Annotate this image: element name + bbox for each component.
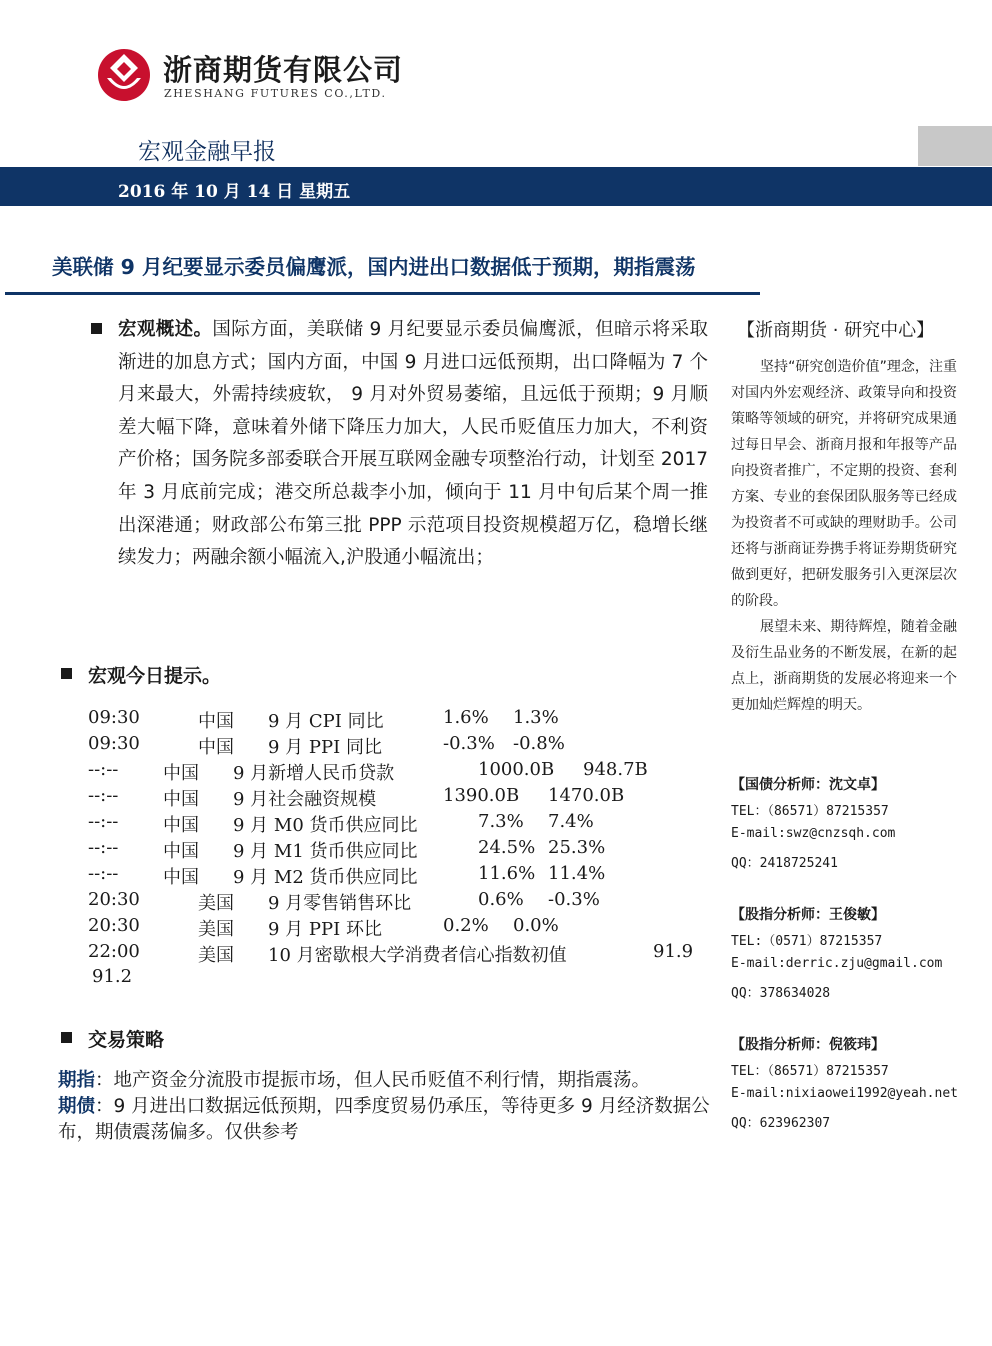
calendar-item: 9 月 M1 货币供应同比 [233, 841, 418, 862]
calendar-value-2: 948.7B [583, 759, 648, 780]
company-name-cn: 浙商期货有限公司 [163, 53, 404, 87]
strategy-label: 期债 [58, 1096, 96, 1117]
calendar-value-1: 7.3% [478, 811, 524, 832]
calendar-value-2: 1.3% [513, 707, 559, 728]
analyst-qq: QQ：623962307 [731, 1116, 831, 1131]
calendar-item: 10 月密歇根大学消费者信心指数初值 [268, 945, 567, 966]
company-logo-icon [97, 48, 151, 102]
bullet-square-icon [91, 323, 102, 334]
bullet-square-icon [61, 1032, 72, 1043]
sidebar-title: 【浙商期货 · 研究中心】 [737, 320, 935, 341]
calendar-region: 美国 [198, 893, 234, 914]
calendar-time: 09:30 [88, 707, 140, 728]
sidebar-intro-paragraph: 展望未来、期待辉煌，随着金融及衍生品业务的不断发展，在新的起点上，浙商期货的发展必将迎来一个更加灿烂辉煌的明天。 [731, 619, 957, 713]
sidebar-intro [731, 354, 957, 718]
headline: 美联储 9 月纪要显示委员偏鹰派，国内进出口数据低于预期，期指震荡 [52, 255, 696, 279]
analyst-email[interactable]: E-mail:nixiaowei1992@yeah.net [731, 1086, 958, 1101]
calendar-region: 美国 [198, 945, 234, 966]
calendar-time: 20:30 [88, 889, 140, 910]
calendar-item: 9 月 PPI 环比 [268, 919, 382, 940]
header-grey-tab [918, 126, 992, 166]
company-name-en: ZHESHANG FUTURES CO.,LTD. [164, 87, 387, 100]
calendar-region: 美国 [198, 919, 234, 940]
calendar-time: --:-- [88, 811, 119, 832]
calendar-time: --:-- [88, 759, 119, 780]
headline-divider [5, 292, 760, 295]
calendar-item: 9 月 PPI 同比 [268, 737, 382, 758]
calendar-region: 中国 [198, 711, 234, 732]
calendar-value-2: 25.3% [548, 837, 606, 858]
analyst-email[interactable]: E-mail:derric.zju@gmail.com [731, 956, 943, 971]
calendar-value-1: 91.9 [653, 941, 694, 962]
analyst-tel: TEL：（86571）87215357 [731, 804, 889, 819]
calendar-value-2: -0.3% [548, 889, 600, 910]
calendar-time: 20:30 [88, 915, 140, 936]
calendar-item: 9 月 M2 货币供应同比 [233, 867, 418, 888]
calendar-time: --:-- [88, 837, 119, 858]
analyst-tel: TEL：（86571）87215357 [731, 1064, 889, 1079]
calendar-time: --:-- [88, 785, 119, 806]
strategy-item-index-futures [58, 1068, 710, 1094]
calendar-value-1: 0.2% [443, 915, 489, 936]
calendar-item: 9 月零售销售环比 [268, 893, 412, 914]
strategy-text: ：地产资金分流股市提振市场，但人民币贬值不利行情，期指震荡。 [95, 1070, 651, 1091]
calendar-value-1: 0.6% [478, 889, 524, 910]
calendar-title: 宏观今日提示。 [88, 665, 222, 687]
analyst-tel: TEL:（0571）87215357 [731, 934, 883, 949]
strategy-label: 期指 [58, 1070, 96, 1091]
calendar-region: 中国 [163, 815, 199, 836]
calendar-time: --:-- [88, 863, 119, 884]
calendar-value-1: -0.3% [443, 733, 495, 754]
calendar-value-1: 24.5% [478, 837, 536, 858]
calendar-region: 中国 [163, 789, 199, 810]
strategy-item-bond-futures [58, 1094, 710, 1146]
calendar-value-1: 11.6% [478, 863, 536, 884]
strategy-title: 交易策略 [88, 1029, 165, 1051]
calendar-item: 9 月 M0 货币供应同比 [233, 815, 418, 836]
sidebar-intro-paragraph: 坚持“研究创造价值”理念，注重对国内外宏观经济、政策导向和投资策略等领域的研究，并将研究成果通过每日早会、浙商月报和年报等产品向投资者推广，不定期的投资、套利方案、专业的套保团队服务等已经成为投资者不可或缺的理财助手。公司还将与浙商证券携手将证券期货研究做到更好，把研发服务引入更深层次的阶段。 [731, 359, 957, 609]
report-type-title: 宏观金融早报 [138, 139, 276, 165]
calendar-time: 09:30 [88, 733, 140, 754]
calendar-value-2: 0.0% [513, 915, 559, 936]
overview-text: 国际方面，美联储 9 月纪要显示委员偏鹰派，但暗示将采取渐进的加息方式；国内方面，中国 9 月进口远低预期，出口降幅为 7 个月来最大，外需持续疲软， 9 月对外贸易萎缩，且远低于预期；9 月顺差大幅下降，意味着外储下降压力加大，人民币贬值压力加大，不利资产价格；国务院多部委联合开展互联网金融专项整治行动，计划至 2017 年 3 月底前完成；港交所总裁李小加，倾向于 11 月中旬后某个周一推出深港通；财政部公布第三批 PPP 示范项目投资规模超万亿，稳增长继续发力；两融余额小幅流入,沪股通小幅流出； [118, 319, 708, 569]
calendar-value-2: -0.8% [513, 733, 565, 754]
analyst-qq: QQ：2418725241 [731, 856, 838, 871]
calendar-value-1: 1000.0B [478, 759, 555, 780]
analyst-email[interactable]: E-mail:swz@cnzsqh.com [731, 826, 896, 841]
calendar-item: 9 月社会融资规模 [233, 789, 377, 810]
report-date: 2016 年 10 月 14 日 星期五 [118, 182, 351, 202]
analyst-name: 【股指分析师：倪筱玮】 [731, 1037, 885, 1053]
calendar-region: 中国 [163, 841, 199, 862]
calendar-value-2: 91.2 [92, 966, 133, 987]
strategy-block [58, 1068, 710, 1146]
calendar-region: 中国 [163, 763, 199, 784]
analyst-qq: QQ：378634028 [731, 986, 831, 1001]
calendar-value-1: 1.6% [443, 707, 489, 728]
calendar-value-2: 11.4% [548, 863, 606, 884]
calendar-item: 9 月 CPI 同比 [268, 711, 384, 732]
calendar-time: 22:00 [88, 941, 140, 962]
overview-paragraph [118, 314, 708, 575]
calendar-value-2: 7.4% [548, 811, 594, 832]
overview-label: 宏观概述。 [118, 319, 213, 340]
calendar-item: 9 月新增人民币贷款 [233, 763, 395, 784]
calendar-region: 中国 [198, 737, 234, 758]
calendar-region: 中国 [163, 867, 199, 888]
calendar-value-1: 1390.0B [443, 785, 520, 806]
analyst-name: 【国债分析师：沈文卓】 [731, 777, 885, 793]
bullet-square-icon [61, 668, 72, 679]
analyst-name: 【股指分析师：王俊敏】 [731, 907, 885, 923]
calendar-value-2: 1470.0B [548, 785, 625, 806]
strategy-text: ：9 月进出口数据远低预期，四季度贸易仍承压，等待更多 9 月经济数据公布，期债震荡偏多。仅供参考 [58, 1096, 710, 1143]
